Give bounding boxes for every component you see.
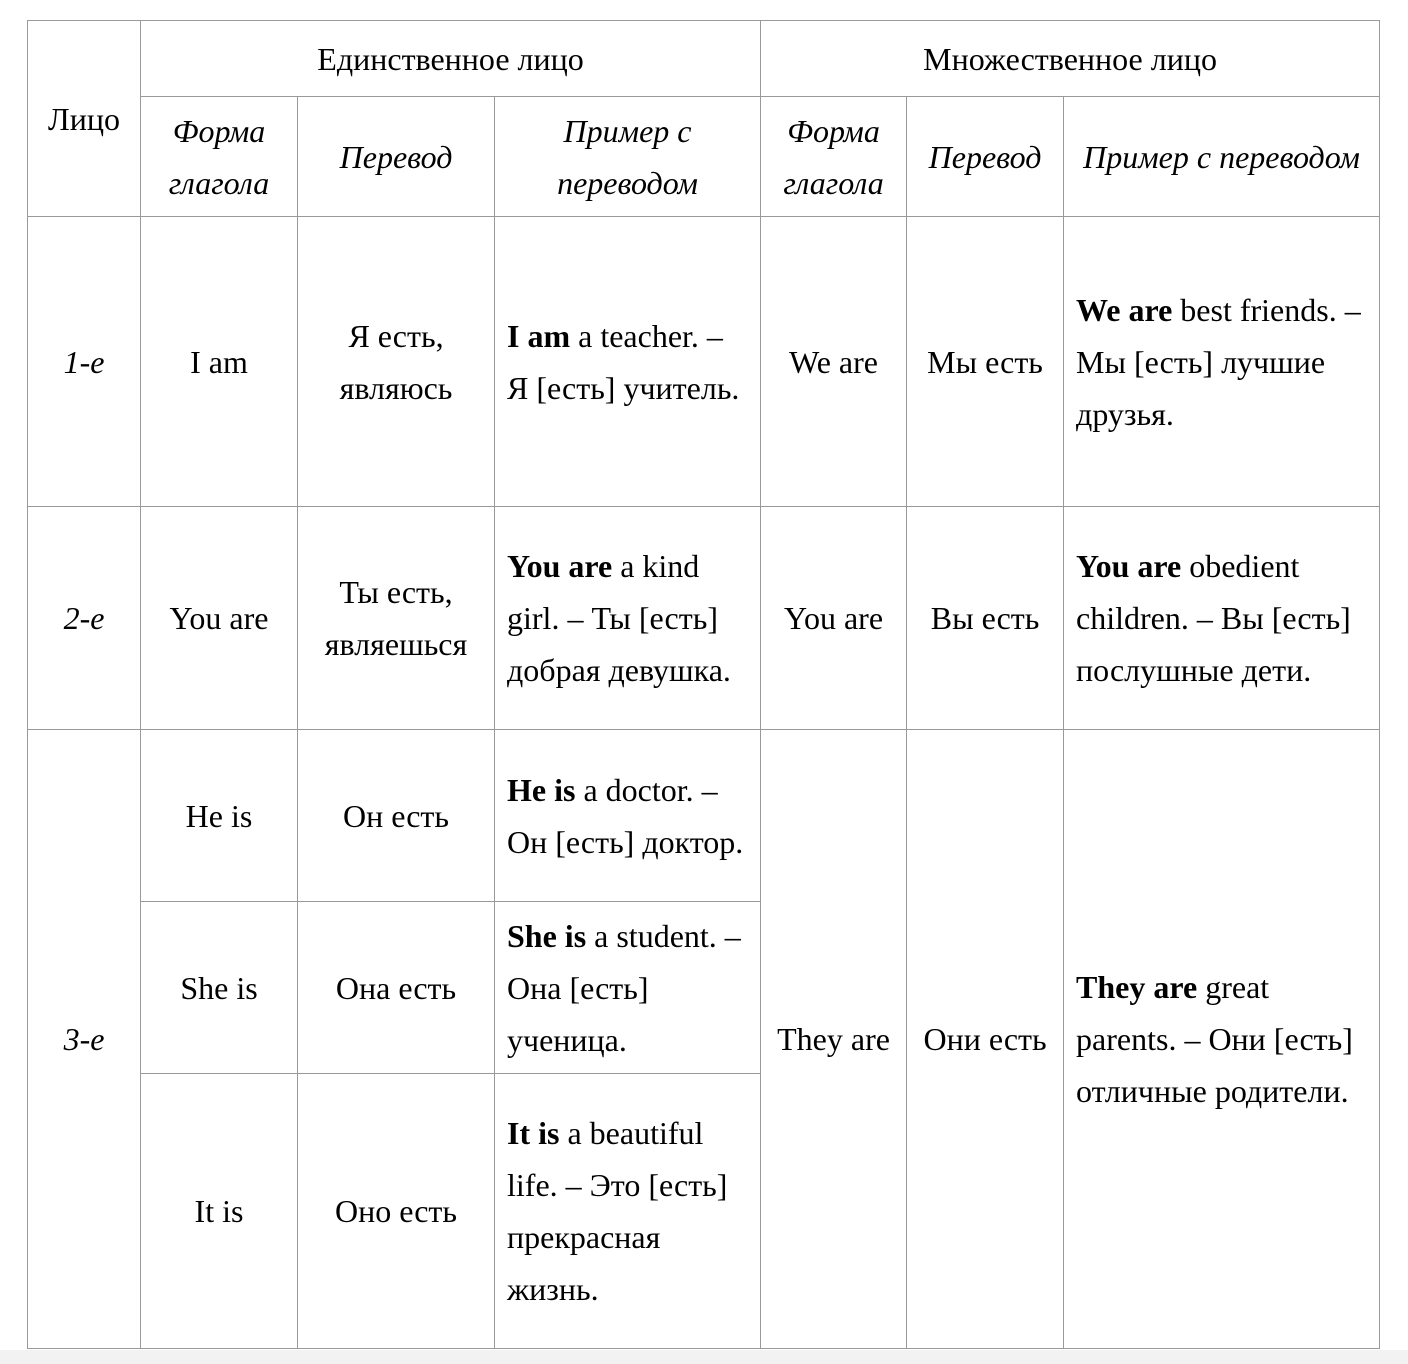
example-text: a teacher. – Я [есть] учитель.	[507, 317, 740, 406]
pl-example-cell	[1064, 730, 1380, 1349]
sg-translation-cell: Он есть	[298, 730, 495, 902]
verb-to-be-table	[27, 20, 1380, 1349]
header-pl-verb-form: Форма глагола	[761, 97, 907, 217]
example-bold: You are	[1076, 548, 1182, 584]
header-row-groups	[28, 21, 1380, 97]
face-cell: 2-е	[28, 507, 141, 730]
pl-translation-cell: Они есть	[907, 730, 1064, 1349]
sg-translation-cell: Оно есть	[298, 1074, 495, 1349]
sg-example-cell	[495, 902, 761, 1074]
example-bold: We are	[1076, 291, 1173, 328]
example-bold: He is	[507, 771, 576, 808]
example-text: obedient children. – Вы [есть] послушные дети.	[1076, 548, 1351, 688]
face-cell: 1-е	[28, 217, 141, 507]
header-row-columns	[28, 97, 1380, 217]
header-pl-example: Пример с переводом	[1064, 97, 1380, 217]
face-cell: 3-е	[28, 730, 141, 1349]
example-bold: I am	[507, 317, 571, 354]
sg-verb-form-cell: It is	[141, 1074, 298, 1349]
sg-translation-cell: Ты есть, являешься	[298, 507, 495, 730]
example-bold: She is	[507, 917, 587, 954]
pl-translation-cell: Мы есть	[907, 217, 1064, 507]
example-bold: They are	[1076, 969, 1198, 1005]
sg-example-cell	[495, 1074, 761, 1349]
pl-verb-form-cell: We are	[761, 217, 907, 507]
sg-example-cell	[495, 507, 761, 730]
pl-example-cell	[1064, 217, 1380, 507]
header-sg-translation: Перевод	[298, 97, 495, 217]
example-text: great parents. – Они [есть] отличные родители.	[1076, 969, 1353, 1109]
example-text: a student. – Она [есть] ученица.	[507, 917, 741, 1058]
table-row-second-person	[28, 507, 1380, 730]
pl-verb-form-cell: They are	[761, 730, 907, 1349]
example-text: a kind girl. – Ты [есть] добрая девушка.	[507, 548, 731, 688]
sg-verb-form-cell: You are	[141, 507, 298, 730]
example-text: a doctor. – Он [есть] доктор.	[507, 771, 744, 860]
bottom-strip	[0, 1350, 1408, 1364]
sg-translation-cell: Я есть, являюсь	[298, 217, 495, 507]
sg-example-cell	[495, 217, 761, 507]
example-bold: You are	[507, 548, 613, 584]
header-plural: Множественное лицо	[761, 21, 1380, 97]
example-bold: It is	[507, 1115, 560, 1151]
header-sg-verb-form: Форма глагола	[141, 97, 298, 217]
pl-example-cell	[1064, 507, 1380, 730]
header-face: Лицо	[28, 21, 141, 217]
sg-example-cell	[495, 730, 761, 902]
pl-verb-form-cell: You are	[761, 507, 907, 730]
example-text: best friends. – Мы [есть] лучшие друзья.	[1076, 291, 1361, 432]
header-pl-translation: Перевод	[907, 97, 1064, 217]
sg-verb-form-cell: She is	[141, 902, 298, 1074]
table-row-first-person	[28, 217, 1380, 507]
sg-translation-cell: Она есть	[298, 902, 495, 1074]
sg-verb-form-cell: I am	[141, 217, 298, 507]
header-singular: Единственное лицо	[141, 21, 761, 97]
example-text: a beautiful life. – Это [есть] прекрасная жизнь.	[507, 1115, 728, 1307]
sg-verb-form-cell: He is	[141, 730, 298, 902]
pl-translation-cell: Вы есть	[907, 507, 1064, 730]
header-sg-example: Пример с переводом	[495, 97, 761, 217]
table-row-third-person-he	[28, 730, 1380, 902]
